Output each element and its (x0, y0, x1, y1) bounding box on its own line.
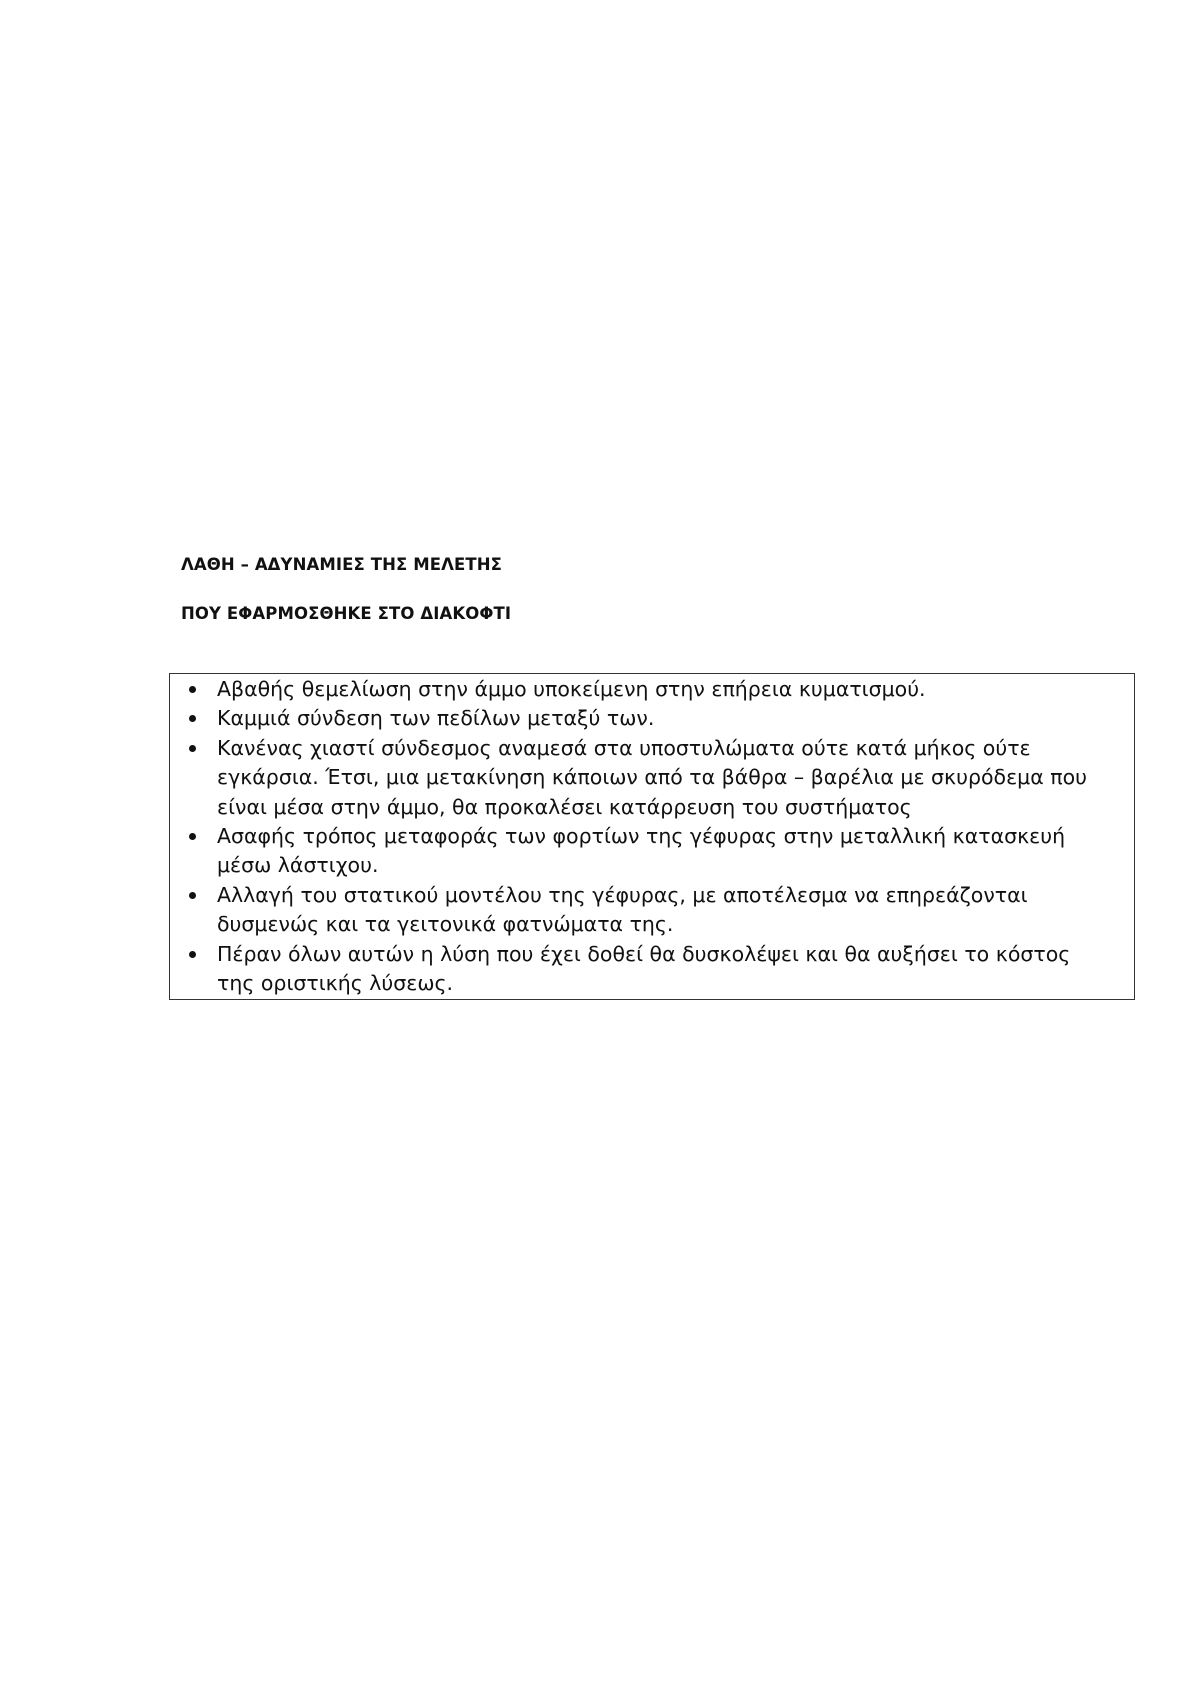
section-heading-line-1: ΛΑΘΗ – ΑΔΥΝΑΜΙΕΣ ΤΗΣ ΜΕΛΕΤΗΣ (181, 555, 502, 574)
list-item (217, 675, 1114, 704)
bullet-icon (189, 892, 196, 899)
list-item (217, 704, 1114, 733)
list-item (217, 881, 1114, 940)
list-item (217, 822, 1114, 881)
weaknesses-list (170, 674, 1134, 998)
list-item-text: Καμμιά σύνδεση των πεδίλων μεταξύ των. (217, 706, 655, 731)
list-item (217, 734, 1114, 822)
list-item-text: Ασαφής τρόπος μεταφοράς των φορτίων της γέφυρας στην μεταλλική κατασκευή μέσω λάστιχου. (217, 824, 1066, 878)
bullet-icon (189, 745, 196, 752)
bullet-icon (189, 715, 196, 722)
bullet-icon (189, 951, 196, 958)
section-heading-line-2: ΠΟΥ ΕΦΑΡΜΟΣΘΗΚΕ ΣΤΟ ΔΙΑΚΟΦΤΙ (181, 604, 512, 623)
bullet-icon (189, 833, 196, 840)
list-item (217, 940, 1114, 999)
list-item-text: Κανένας χιαστί σύνδεσμος αναμεσά στα υποστυλώματα ούτε κατά μήκος ούτε εγκάρσια. Έτσι, μια μετακίνηση κάποιων από τα βάθρα – βαρέλια με σκυρόδεμα που είναι μέσα στην άμμο, θα προκαλέσει κατάρρευση του συστήματος (217, 735, 1087, 819)
weaknesses-box (169, 673, 1135, 1000)
list-item-text: Αλλαγή του στατικού μοντέλου της γέφυρας, με αποτέλεσμα να επηρεάζονται δυσμενώς και τα γειτονικά φατνώματα της. (217, 882, 1028, 937)
list-item-text: Αβαθής θεμελίωση στην άμμο υποκείμενη στην επήρεια κυματισμού. (217, 677, 926, 701)
bullet-icon (189, 686, 196, 693)
list-item-text: Πέραν όλων αυτών η λύση που έχει δοθεί θα δυσκολέψει και θα αυξήσει το κόστος της οριστικής λύσεως. (217, 941, 1071, 996)
